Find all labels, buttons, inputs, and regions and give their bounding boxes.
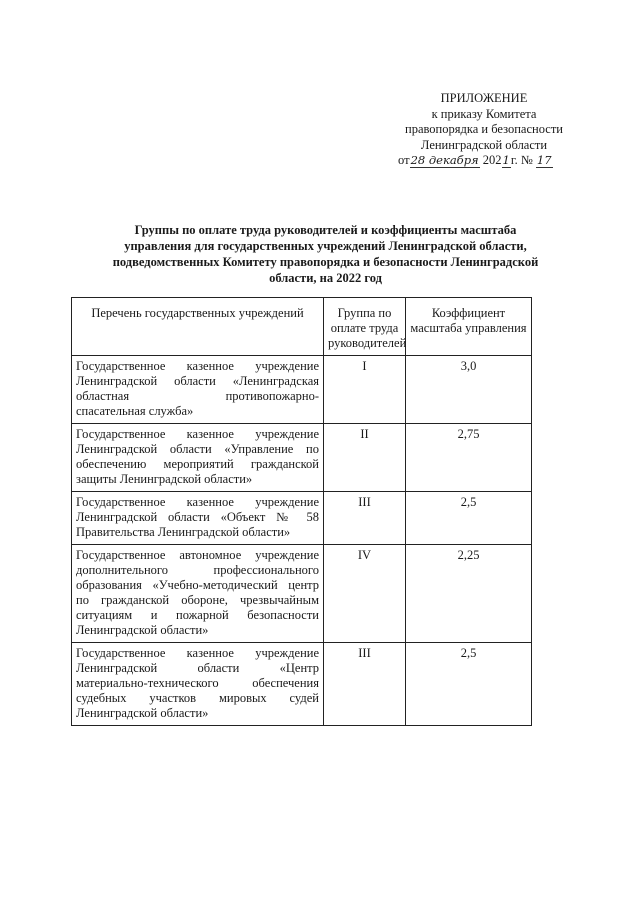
institutions-table	[71, 297, 532, 726]
header-scale-coefficient: Коэффициент масштаба управления	[406, 298, 532, 356]
pay-group-value: III	[324, 492, 406, 545]
appendix-block	[384, 91, 584, 169]
institution-name-line: Правительства Ленинградской области»	[76, 525, 291, 539]
header-pay-group: Группа по оплате труда руководителей	[324, 298, 406, 356]
appendix-line-2: правопорядка и безопасности	[405, 122, 563, 136]
table-row	[72, 424, 532, 492]
institution-name-line: Государственное казенное учреждение	[76, 646, 319, 660]
institution-name	[72, 643, 324, 726]
institution-name-line: Государственное казенное учреждение	[76, 427, 319, 441]
table-row	[72, 492, 532, 545]
institution-name-line: профессионального образования	[76, 563, 319, 592]
title-line-1: Группы по оплате труда руководителей и коэффициенты масштаба	[134, 223, 517, 237]
institution-name-line: Государственное автономное	[76, 548, 242, 562]
table-row	[72, 356, 532, 424]
document-title	[88, 222, 563, 286]
order-date-line	[384, 153, 584, 169]
handwritten-date: 28 декабря	[410, 153, 479, 167]
pay-group-value: II	[324, 424, 406, 492]
institution-name-line: Государственное казенное учреждение	[76, 359, 319, 373]
institution-name	[72, 356, 324, 424]
institution-name	[72, 424, 324, 492]
appendix-heading: ПРИЛОЖЕНИЕ	[440, 91, 528, 105]
scale-coefficient-value: 3,0	[406, 356, 532, 424]
pay-group-value: I	[324, 356, 406, 424]
table-body	[72, 356, 532, 726]
institution-name-line: обеспечению мероприятий гражданской	[76, 457, 319, 471]
institution-name-line: учреждение дополнительного	[76, 548, 319, 577]
scale-coefficient-value: 2,5	[406, 492, 532, 545]
year-prefix: 202	[482, 153, 502, 167]
institution-name-line: Ленинградской области «Управление по	[76, 442, 319, 456]
table-row	[72, 545, 532, 643]
institution-name-line: Государственное казенное учреждение	[76, 495, 319, 509]
institution-name-line: областная противопожарно-	[76, 389, 319, 403]
title-line-2: управления для государственных учреждений Ленинградской области,	[124, 239, 527, 253]
pay-group-value: III	[324, 643, 406, 726]
institution-name-line: Ленинградской области «Центр	[76, 661, 319, 675]
institution-name-line: гражданской обороне, чрезвычайным	[101, 593, 319, 607]
institution-name-line: «Учебно-методический центр по	[76, 578, 319, 607]
institution-name-line: судебных участков мировых судей	[76, 691, 319, 705]
institution-name-line: Ленинградской области»	[76, 706, 209, 720]
scale-coefficient-value: 2,75	[406, 424, 532, 492]
scale-coefficient-value: 2,25	[406, 545, 532, 643]
scale-coefficient-value: 2,5	[406, 643, 532, 726]
institution-name	[72, 545, 324, 643]
header-institution-list: Перечень государственных учреждений	[72, 298, 324, 356]
institution-name-line: спасательная служба»	[76, 404, 194, 418]
institution-name	[72, 492, 324, 545]
institution-name-line: защиты Ленинградской области»	[76, 472, 253, 486]
handwritten-number: 17	[536, 153, 552, 167]
institution-name-line: ситуациям и пожарной безопасности	[76, 608, 319, 622]
appendix-line-3: Ленинградской области	[420, 137, 548, 152]
institution-name-line: Ленинградской области»	[76, 623, 209, 637]
institution-name-line: Ленинградской области «Объект № 58	[76, 510, 319, 524]
title-line-4: области, на 2022 год	[269, 271, 382, 285]
appendix-line-1: к приказу Комитета	[431, 106, 537, 121]
from-prefix: от	[398, 153, 410, 167]
institution-name-line: материально-технического обеспечения	[76, 676, 319, 690]
pay-group-value: IV	[324, 545, 406, 643]
table-row	[72, 643, 532, 726]
institution-name-line: Ленинградской области «Ленинградская	[76, 374, 319, 388]
table-header-row	[72, 298, 532, 356]
year-suffix: г. №	[510, 153, 533, 167]
handwritten-year: 1	[502, 153, 510, 167]
title-line-3: подведомственных Комитету правопорядка и безопасности Ленинградской	[112, 255, 539, 269]
